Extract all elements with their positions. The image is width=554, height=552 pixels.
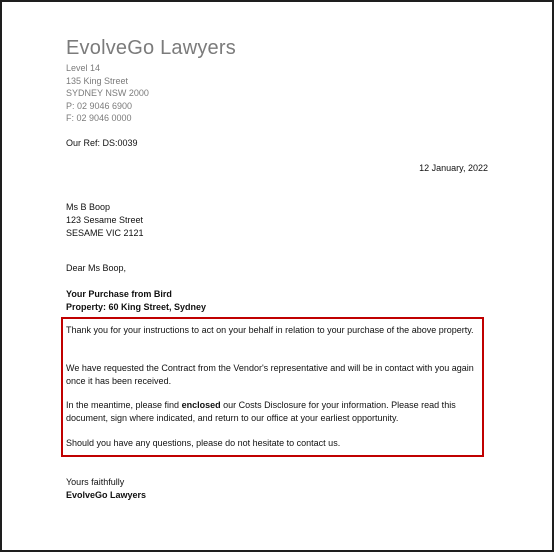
firm-address xyxy=(66,62,149,125)
closing xyxy=(66,476,146,502)
our-reference: Our Ref: DS:0039 xyxy=(66,138,138,148)
fax-line: F: 02 9046 0000 xyxy=(66,113,132,123)
salutation: Dear Ms Boop, xyxy=(66,263,127,273)
body-paragraph-3 xyxy=(66,399,482,424)
address-line: SYDNEY NSW 2000 xyxy=(66,88,149,98)
body-paragraph-4: Should you have any questions, please do not hesitate to contact us. xyxy=(66,438,341,448)
address-line: Level 14 xyxy=(66,63,101,73)
recipient-line: SESAME VIC 2121 xyxy=(66,227,144,238)
body-paragraph-1: Thank you for your instructions to act on your behalf in relation to your purchase of the above property. xyxy=(66,325,474,335)
paragraph-text: In the meantime, please find xyxy=(66,400,182,410)
letter-date: 12 January, 2022 xyxy=(419,163,488,173)
recipient-address xyxy=(66,201,144,239)
subject-line: Your Purchase from Bird xyxy=(66,289,172,299)
body-paragraph-2: We have requested the Contract from the Vendor's representative and will be in contact with you again once it has been received. xyxy=(66,363,474,386)
recipient-line: 123 Sesame Street xyxy=(66,214,144,225)
paragraph-text: our Costs Disclosure for your information. Please read this document, sign where indicated, and return to our office at your earliest opportunity. xyxy=(66,400,456,423)
firm-name: EvolveGo Lawyers xyxy=(66,37,236,59)
signature: EvolveGo Lawyers xyxy=(66,489,147,500)
subject-heading xyxy=(66,288,206,314)
phone-line: P: 02 9046 6900 xyxy=(66,100,133,111)
valediction: Yours faithfully xyxy=(66,477,125,487)
enclosed-emphasis: enclosed xyxy=(181,400,221,410)
recipient-line: Ms B Boop xyxy=(66,202,111,212)
property-line: Property: 60 King Street, Sydney xyxy=(66,301,207,312)
address-line: 135 King Street xyxy=(66,75,129,86)
